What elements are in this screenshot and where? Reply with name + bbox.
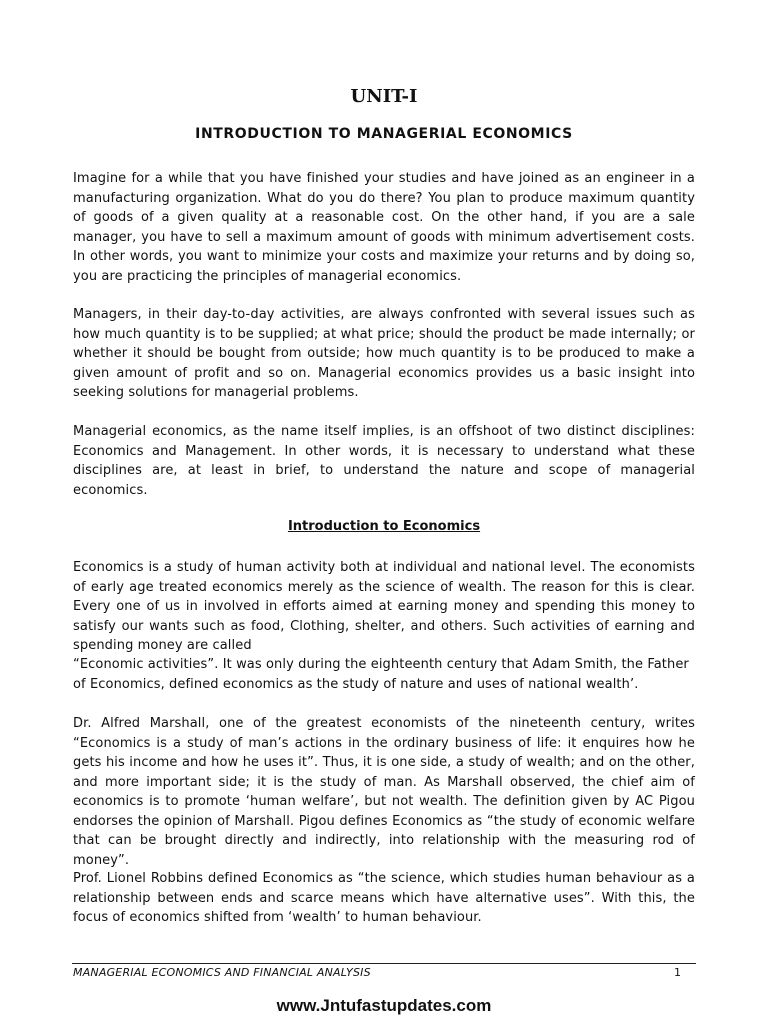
paragraph-economics-2: “Economic activities”. It was only during the eighteenth century that Adam Smith, the Father of Economics, defined economics as the study of nature and uses of national wealth’. [73, 657, 689, 692]
footer-running-title: MANAGERIAL ECONOMICS AND FINANCIAL ANALYSIS [73, 966, 371, 979]
paragraph-intro-1: Imagine for a while that you have finished your studies and have joined as an engineer in a manufacturing organization. What do you do there? You plan to produce maximum quantity of goods of a given quality at a reasonable cost. On the other hand, if you are a sale manager, you have to sell a maximum amount of goods with minimum advertisement costs. In other words, you want to minimize your costs and maximize your returns and by doing so, you are practicing the principles of managerial economics. [73, 171, 695, 284]
paragraph-intro-3: Managerial economics, as the name itself implies, is an offshoot of two distinct disciplines: Economics and Management. In other words, it is necessary to understand what these disciplines are, at least in brief, to understand the nature and scope of managerial economics. [73, 424, 695, 498]
paragraph-economics-3: Dr. Alfred Marshall, one of the greatest economists of the nineteenth century, writes “Economics is a study of man’s actions in the ordinary business of life: it enquires how he gets his income and how he uses it”. Thus, it is one side, a study of wealth; and on the other, and more important side; it is the study of man. As Marshall observed, the chief aim of economics is to promote ‘human welfare’, but not wealth. The definition given by AC Pigou endorses the opinion of Marshall. Pigou defines Economics as “the study of economic welfare that can be brought directly and indirectly, into relationship with the measuring rod of money”. [73, 716, 695, 868]
paragraph-economics-1: Economics is a study of human activity both at individual and national level. The economists of early age treated economics merely as the science of wealth. The reason for this is clear. Every one of us in involved in efforts aimed at earning money and spending this money to satisfy our wants such as food, Clothing, shelter, and others. Such activities of earning and spending money are called [73, 560, 695, 653]
paragraph-intro-2: Managers, in their day-to-day activities, are always confronted with several issues such as how much quantity is to be supplied; at what price; should the product be made internally; or whether it should be bought from outside; how much quantity is to be produced to make a given amount of profit and so on. Managerial economics provides us a basic insight into seeking solutions for managerial problems. [73, 307, 695, 400]
chapter-title: INTRODUCTION TO MANAGERIAL ECONOMICS [195, 126, 573, 142]
unit-title: UNIT-I [350, 86, 418, 107]
website-link[interactable]: www.Jntufastupdates.com [276, 996, 492, 1015]
paragraph-economics-4: Prof. Lionel Robbins defined Economics as “the science, which studies human behaviour as a relationship between ends and scarce means which have alternative uses”. With this, the focus of economics shifted from ‘wealth’ to human behaviour. [73, 871, 695, 925]
section-heading: Introduction to Economics [287, 519, 481, 534]
page-number: 1 [674, 966, 681, 979]
footer-divider [72, 963, 696, 964]
